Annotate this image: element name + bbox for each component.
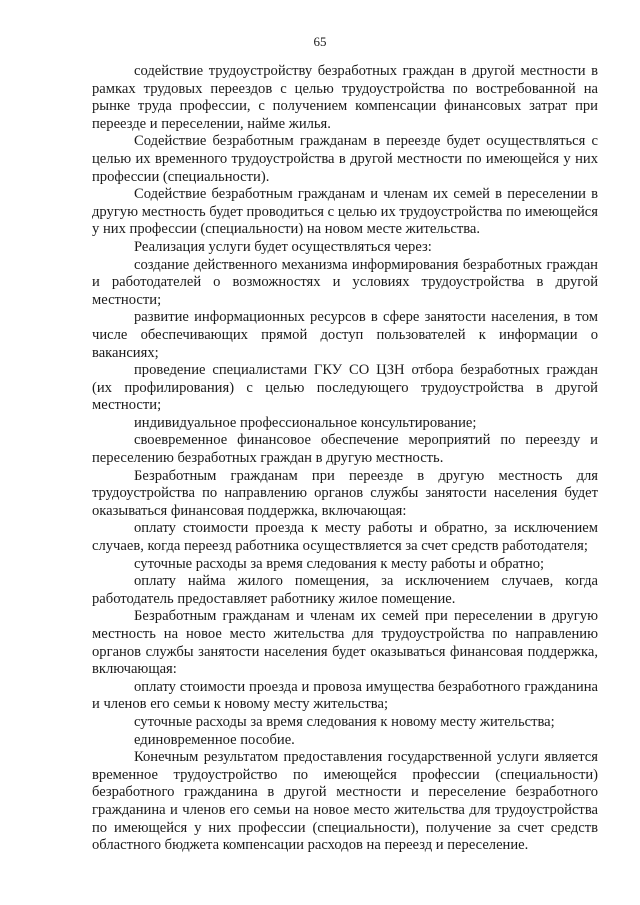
list-item-10: суточные расходы за время следования к новому месту жительства; <box>134 713 555 730</box>
list-item-6: оплату стоимости проезда к месту работы и обратно, за исключением случаев, когда переезд работника осуществляется за счет средств работодателя; <box>92 520 598 555</box>
paragraph-5: Безработным гражданам при переезде в другую местность для трудоустройства по направлению органов службы занятости населения будет оказываться финансовая поддержка, включающая: <box>92 467 598 519</box>
paragraph-7: Конечным результатом предоставления государственной услуги является временное трудоустройство по имеющейся профессии (специальности) безработного гражданина в другой местности и переселение безработного гражданина и членов его семьи на новое место жительства для трудоустройства по имеющейся у них профессии (специальности), получение за счет средств областного бюджета компенсации расходов на переезд и переселение. <box>92 749 598 854</box>
list-item-9: оплату стоимости проезда и провоза имущества безработного гражданина и членов его семьи к новому месту жительства; <box>92 678 598 713</box>
list-item-8: оплату найма жилого помещения, за исключением случаев, когда работодатель предоставляет работнику жилое помещение. <box>92 573 598 607</box>
list-item-3: проведение специалистами ГКУ СО ЦЗН отбора безработных граждан (их профилирования) с целью последующего трудоустройства в другой местности; <box>92 362 598 414</box>
paragraph-2: Содействие безработным гражданам в переезде будет осуществляться с целью их временного трудоустройства в другой местности по имеющейся у них профессии (специальности). <box>92 133 598 185</box>
list-item-5: своевременное финансовое обеспечение мероприятий по переезду и переселению безработных граждан в другую местность. <box>92 432 598 467</box>
paragraph-3: Содействие безработным гражданам и членам их семей в переселении в другую местность будет проводиться с целью их трудоустройства по имеющейся у них профессии (специальности) на новом месте жительства. <box>92 186 598 238</box>
list-item-11: единовременное пособие. <box>134 731 295 748</box>
paragraph-4: Реализация услуги будет осуществляться через: <box>134 238 432 255</box>
list-item-1: создание действенного механизма информирования безработных граждан и работодателей о возможностях и условиях трудоустройства в другой местности; <box>92 256 598 308</box>
list-item-7: суточные расходы за время следования к месту работы и обратно; <box>134 555 545 572</box>
page-number: 65 <box>313 34 327 49</box>
list-item-4: индивидуальное профессиональное консультирование; <box>134 414 477 431</box>
list-item-2: развитие информационных ресурсов в сфере занятости населения, в том числе обеспечивающих прямой доступ пользователей к информации о вакансиях; <box>92 309 598 361</box>
document-body <box>92 63 598 855</box>
paragraph-6: Безработным гражданам и членам их семей при переселении в другую местность на новое место жительства для трудоустройства по направлению органов службы занятости населения будет оказываться финансовая поддержка, включающая: <box>92 608 598 678</box>
paragraph-1: содействие трудоустройству безработных граждан в другой местности в рамках трудовых переездов с целью трудоустройства по востребованной на рынке труда профессии, с получением компенсации финансовых затрат при переезде и переселении, найме жилья. <box>92 63 598 132</box>
